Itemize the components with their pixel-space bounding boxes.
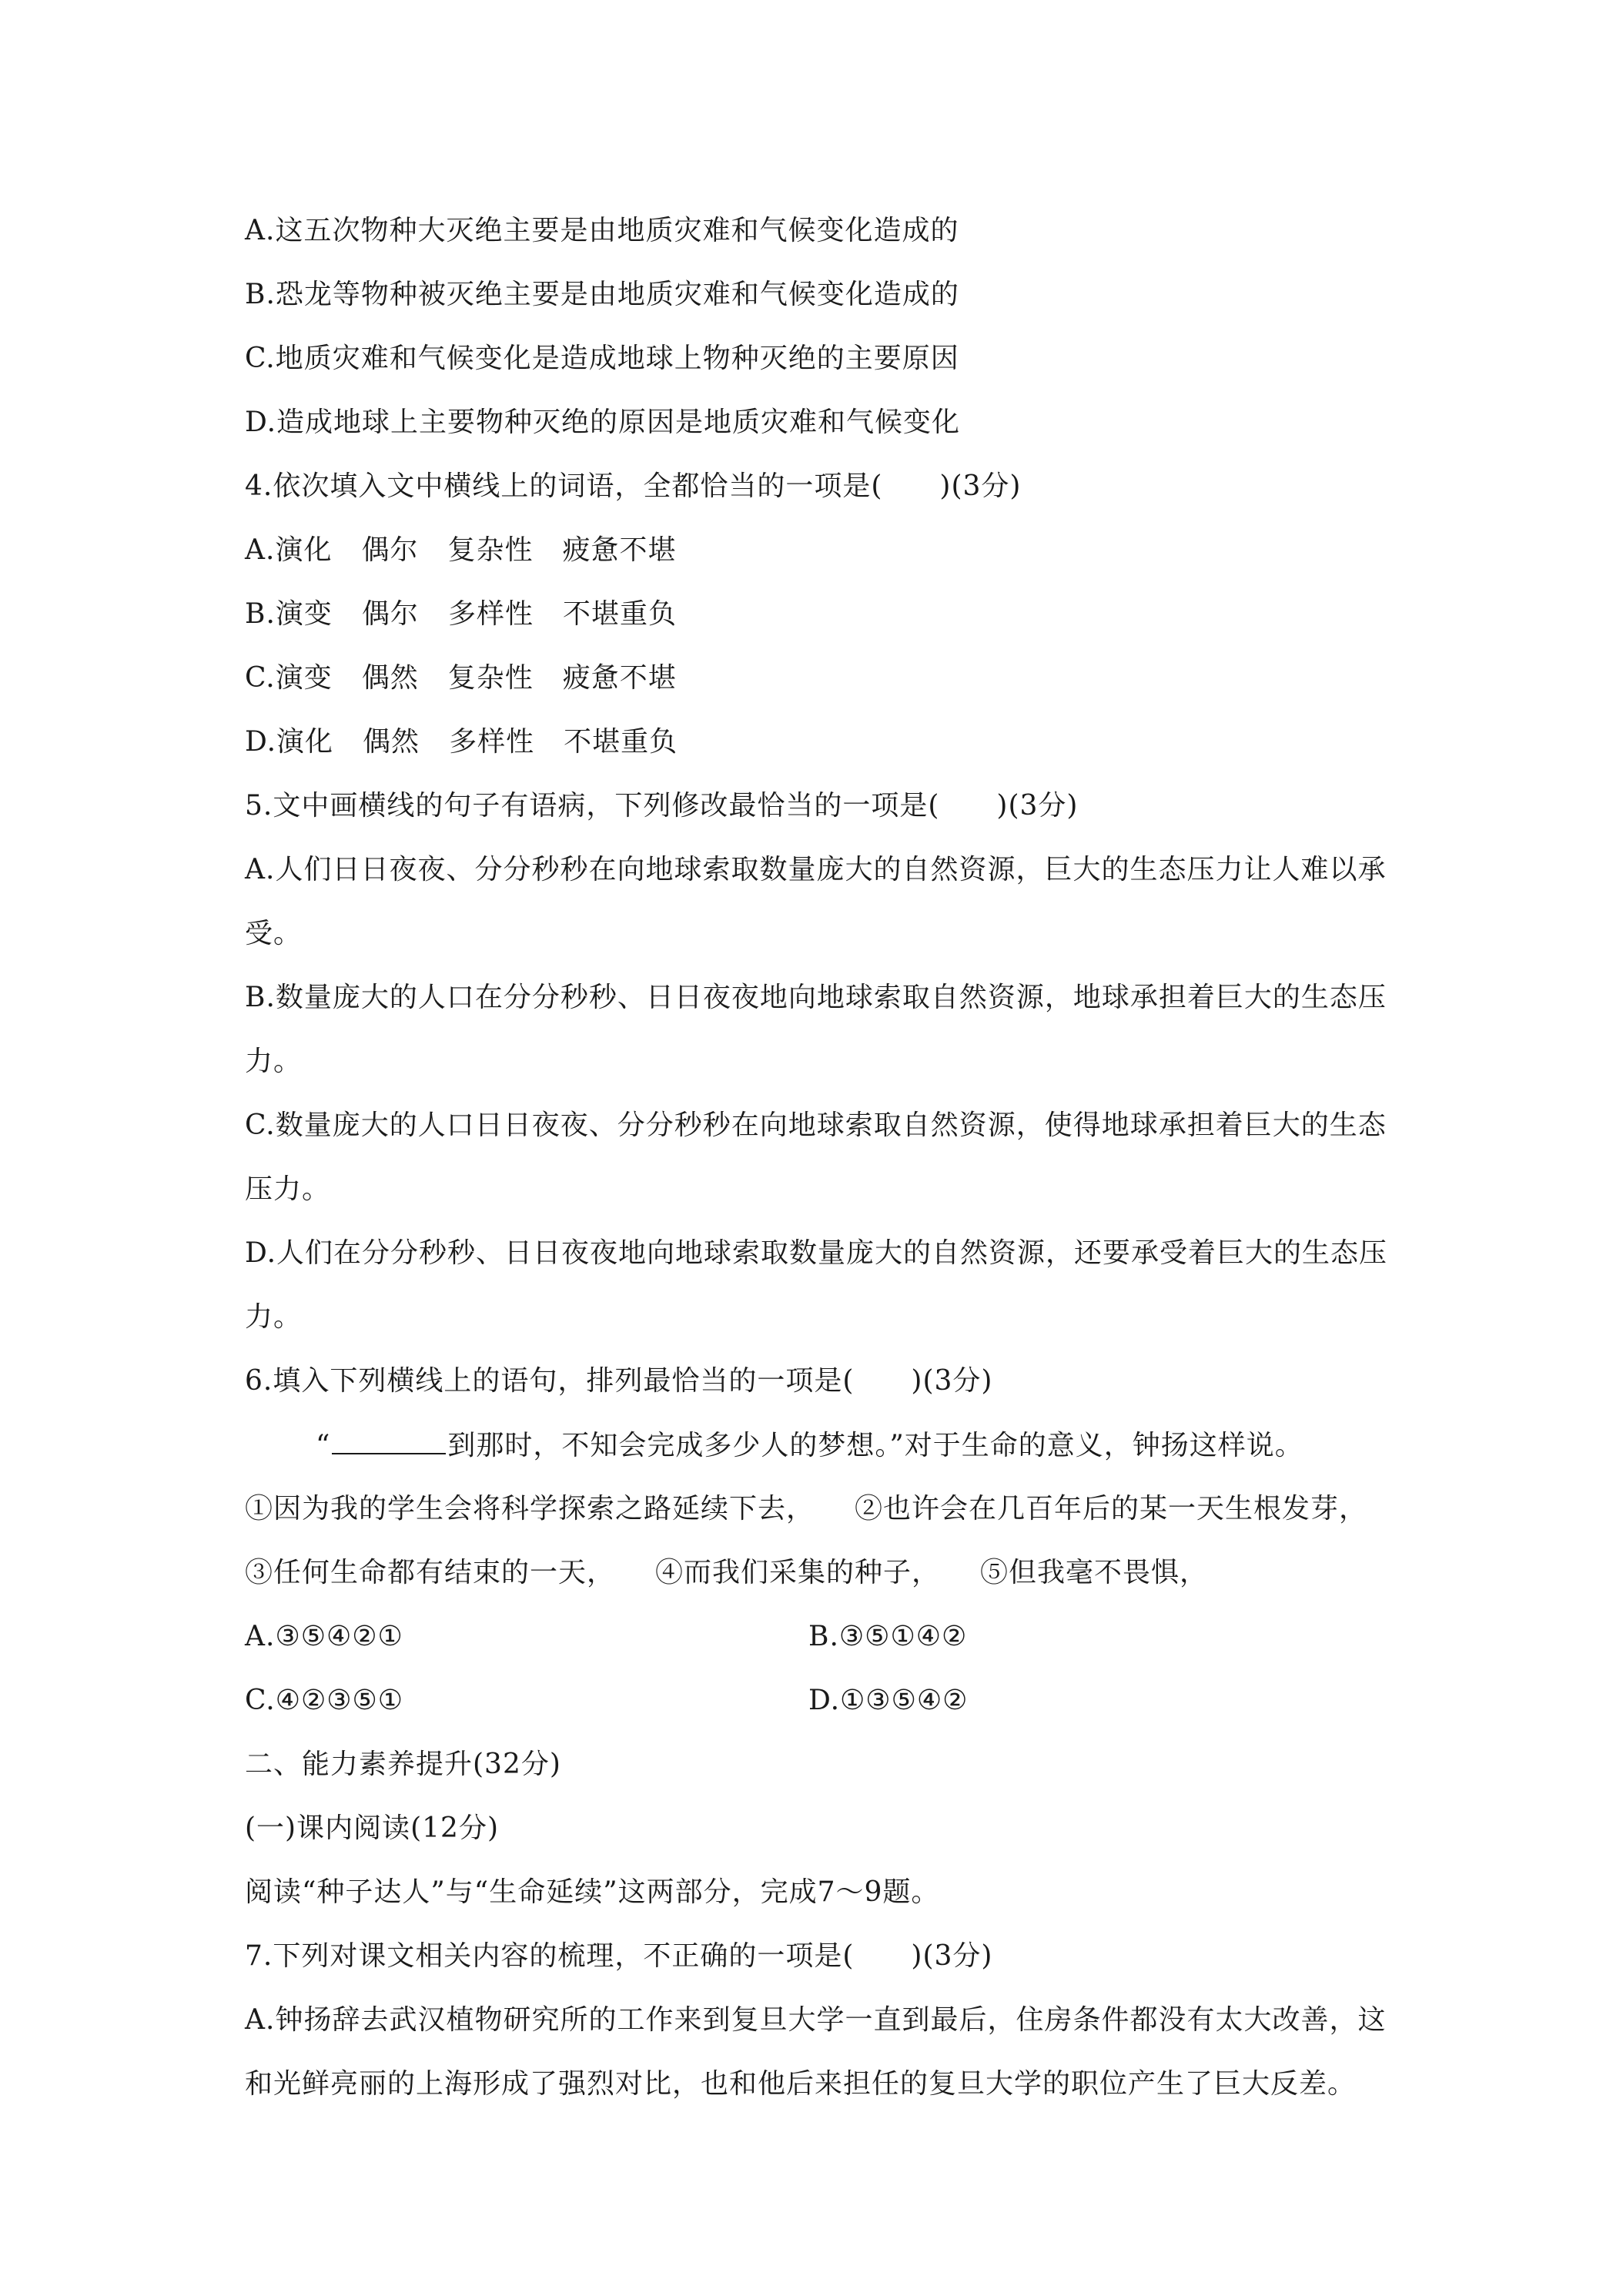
- q7-option-a-line2: 和光鲜亮丽的上海形成了强烈对比，也和他后来担任的复旦大学的职位产生了巨大反差。: [245, 2068, 1357, 2100]
- fill-blank: [332, 1427, 446, 1454]
- q3-option-c: C.地质灾难和气候变化是造成地球上物种灭绝的主要原因: [245, 343, 959, 374]
- q6-sentences-line2: ③任何生命都有结束的一天， ④而我们采集的种子， ⑤但我毫不畏惧，: [245, 1557, 1209, 1588]
- q5-option-d-line1: D.人们在分分秒秒、日日夜夜地向地球索取数量庞大的自然资源，还要承受着巨大的生态压: [245, 1237, 1388, 1269]
- q6-quote: “ 到那时，不知会完成多少人的梦想。”对于生命的意义，钟扬这样说。: [316, 1427, 1303, 1464]
- q6-stem: 6.填入下列横线上的语句，排列最恰当的一项是( )(3分): [245, 1365, 993, 1397]
- q4-option-c: C.演变 偶然 复杂性 疲惫不堪: [245, 662, 677, 694]
- section-title: 二、能力素养提升(32分): [245, 1749, 561, 1780]
- q5-option-c-line1: C.数量庞大的人口日日夜夜、分分秒秒在向地球索取自然资源，使得地球承担着巨大的生态: [245, 1110, 1387, 1141]
- q5-option-b-line1: B.数量庞大的人口在分分秒秒、日日夜夜地向地球索取自然资源，地球承担着巨大的生态压: [245, 982, 1387, 1013]
- q4-option-a: A.演化 偶尔 复杂性 疲惫不堪: [245, 534, 677, 566]
- q6-option-d: D.①③⑤④②: [808, 1685, 969, 1716]
- q3-option-d: D.造成地球上主要物种灭绝的原因是地质灾难和气候变化: [245, 407, 961, 438]
- q5-option-a-line1: A.人们日日夜夜、分分秒秒在向地球索取数量庞大的自然资源，巨大的生态压力让人难以承: [245, 854, 1387, 885]
- q5-stem: 5.文中画横线的句子有语病，下列修改最恰当的一项是( )(3分): [245, 790, 1079, 822]
- q7-option-a-line1: A.钟扬辞去武汉植物研究所的工作来到复旦大学一直到最后，住房条件都没有太大改善，这: [245, 2004, 1387, 2036]
- q4-option-d: D.演化 偶然 多样性 不堪重负: [245, 726, 678, 758]
- q3-option-a: A.这五次物种大灭绝主要是由地质灾难和气候变化造成的: [245, 215, 959, 246]
- q5-option-c-line2: 压力。: [245, 1173, 331, 1205]
- q7-stem: 7.下列对课文相关内容的梳理，不正确的一项是( )(3分): [245, 1940, 993, 1972]
- q3-option-b: B.恐龙等物种被灭绝主要是由地质灾难和气候变化造成的: [245, 279, 959, 310]
- q5-option-a-line2: 受。: [245, 918, 303, 949]
- q6-sentences-line1: ①因为我的学生会将科学探索之路延续下去， ②也许会在几百年后的某一天生根发芽，: [245, 1493, 1368, 1525]
- q6-option-c: C.④②③⑤①: [245, 1685, 404, 1716]
- q6-option-a: A.③⑤④②①: [245, 1621, 403, 1652]
- q4-option-b: B.演变 偶尔 多样性 不堪重负: [245, 598, 677, 630]
- q4-stem: 4.依次填入文中横线上的词语，全都恰当的一项是( )(3分): [245, 470, 1022, 502]
- section-subtitle: (一)课内阅读(12分): [245, 1812, 499, 1844]
- q6-option-b: B.③⑤①④②: [808, 1621, 968, 1652]
- q5-option-b-line2: 力。: [245, 1046, 303, 1077]
- q5-option-d-line2: 力。: [245, 1301, 303, 1333]
- reading-instruction: 阅读“种子达人”与“生命延续”这两部分，完成7～9题。: [245, 1876, 940, 1908]
